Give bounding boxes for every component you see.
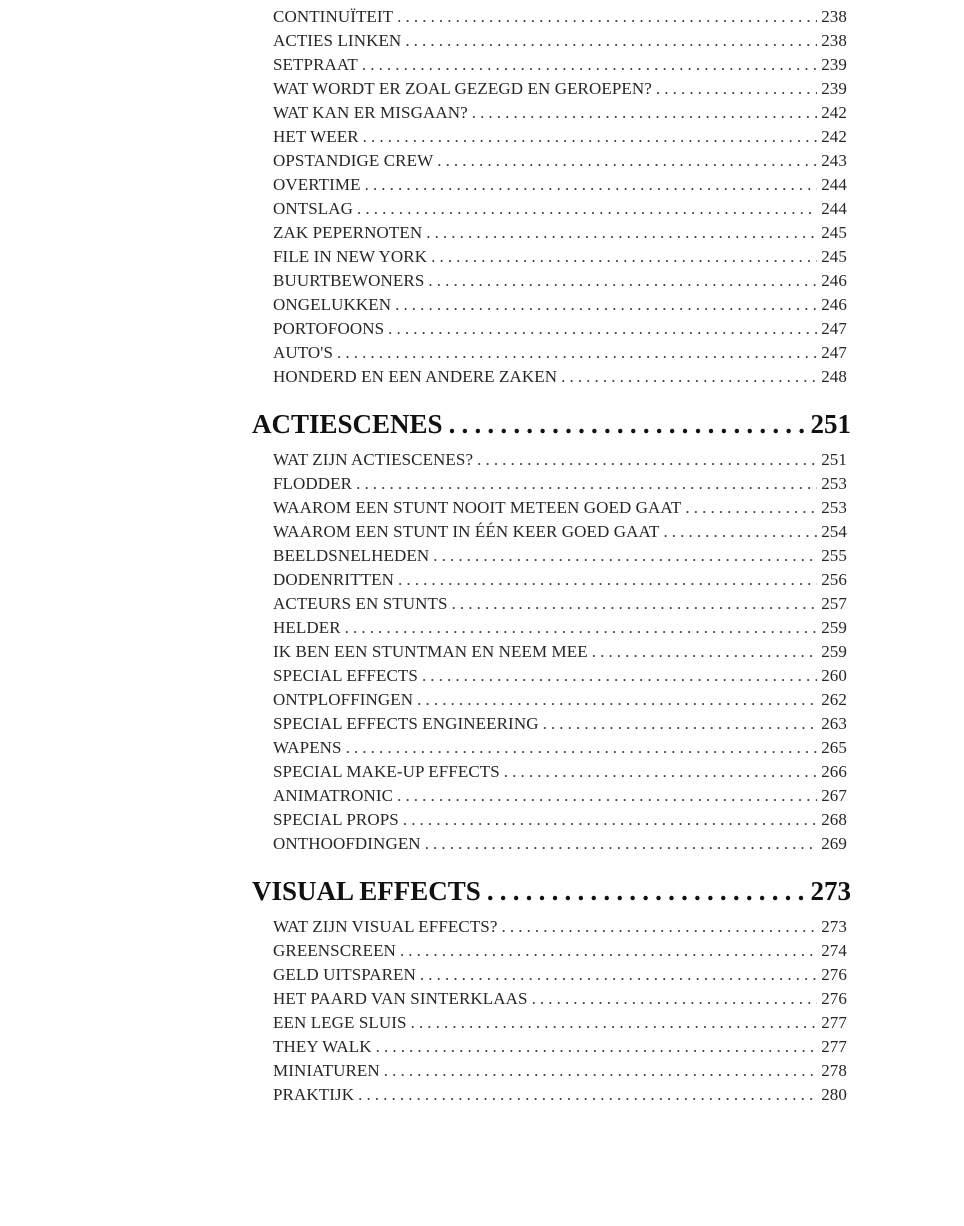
toc-entry-page: 259: [821, 618, 847, 637]
toc-entry-title: PORTOFOONS: [273, 319, 385, 338]
toc-entry-title: ZAK PEPERNOTEN: [273, 223, 423, 242]
toc-entry-title: SPECIAL EFFECTS ENGINEERING: [273, 714, 539, 733]
toc-entry[interactable]: [273, 1083, 847, 1107]
leader-dots: [532, 987, 818, 1011]
toc-entry[interactable]: [273, 568, 847, 592]
toc-entry-title: WAT ZIJN VISUAL EFFECTS?: [273, 917, 498, 936]
toc-entry[interactable]: [273, 1011, 847, 1035]
toc-entry-title: CONTINUÏTEIT: [273, 7, 394, 26]
toc-entry-page: 266: [821, 762, 847, 781]
toc-entry-page: 253: [821, 474, 847, 493]
leader-dots: [420, 963, 817, 987]
leader-dots: [504, 760, 817, 784]
toc-section-page: 273: [810, 876, 851, 906]
toc-entry-page: 247: [821, 319, 847, 338]
toc-entry-page: 265: [821, 738, 847, 757]
leader-dots: [363, 125, 818, 149]
toc-entry-page: 247: [821, 343, 847, 362]
toc-entry[interactable]: [273, 365, 847, 389]
toc-entry-page: 269: [821, 834, 847, 853]
toc-entry-title: ONTPLOFFINGEN: [273, 690, 414, 709]
toc-entry[interactable]: [273, 125, 847, 149]
toc-entry-title: HET WEER: [273, 127, 359, 146]
toc-entry-title: DODENRITTEN: [273, 570, 395, 589]
toc-entry-page: 278: [821, 1061, 847, 1080]
toc-entry[interactable]: [273, 939, 847, 963]
toc-entry[interactable]: [273, 712, 847, 736]
toc-entry-title: WAPENS: [273, 738, 342, 757]
toc-entry-title: ONTHOOFDINGEN: [273, 834, 421, 853]
leader-dots: [452, 592, 818, 616]
toc-entry[interactable]: [273, 221, 847, 245]
toc-section-continuation: [252, 5, 852, 389]
leader-dots: [487, 867, 807, 915]
toc-entry[interactable]: [273, 688, 847, 712]
leader-dots: [449, 400, 807, 448]
toc-entry[interactable]: [273, 664, 847, 688]
toc-section-title: ACTIESCENES: [252, 409, 443, 439]
leader-dots: [422, 664, 817, 688]
leader-dots: [425, 832, 818, 856]
leader-dots: [346, 736, 818, 760]
toc-section-page: 251: [810, 409, 851, 439]
toc-entry-page: 246: [821, 271, 847, 290]
toc-section-heading[interactable]: [252, 867, 851, 915]
leader-dots: [376, 1035, 818, 1059]
toc-entry[interactable]: [273, 5, 847, 29]
toc-entry-page: 268: [821, 810, 847, 829]
toc-entry-page: 259: [821, 642, 847, 661]
toc-entry-page: 254: [821, 522, 847, 541]
toc-entry-page: 242: [821, 127, 847, 146]
toc-entry-page: 260: [821, 666, 847, 685]
toc-entry-page: 280: [821, 1085, 847, 1104]
toc-entry[interactable]: [273, 149, 847, 173]
leader-dots: [395, 293, 817, 317]
leader-dots: [426, 221, 817, 245]
toc-entry[interactable]: [273, 784, 847, 808]
toc-entry-page: 256: [821, 570, 847, 589]
toc-entry-page: 277: [821, 1013, 847, 1032]
leader-dots: [405, 29, 817, 53]
leader-dots: [362, 53, 817, 77]
toc-entry-page: 255: [821, 546, 847, 565]
leader-dots: [561, 365, 817, 389]
leader-dots: [656, 77, 817, 101]
toc-entry-page: 262: [821, 690, 847, 709]
toc-entry-page: 245: [821, 223, 847, 242]
toc-entry[interactable]: [273, 173, 847, 197]
leader-dots: [358, 1083, 817, 1107]
leader-dots: [356, 472, 817, 496]
leader-dots: [337, 341, 817, 365]
toc-entry-page: 238: [821, 7, 847, 26]
leader-dots: [411, 1011, 818, 1035]
toc-entry-title: SPECIAL PROPS: [273, 810, 399, 829]
toc-entry[interactable]: [273, 496, 847, 520]
toc-entry[interactable]: [273, 987, 847, 1011]
toc-entry[interactable]: [273, 269, 847, 293]
leader-dots: [663, 520, 817, 544]
toc-section-title: VISUAL EFFECTS: [252, 876, 481, 906]
toc-entry-title: OPSTANDIGE CREW: [273, 151, 434, 170]
toc-entry-page: 238: [821, 31, 847, 50]
leader-dots: [384, 1059, 817, 1083]
toc-entry-page: 245: [821, 247, 847, 266]
toc-entry-title: HONDERD EN EEN ANDERE ZAKEN: [273, 367, 558, 386]
toc-entry-title: AUTO'S: [273, 343, 334, 362]
toc-entry-page: 244: [821, 199, 847, 218]
toc-entry-title: OVERTIME: [273, 175, 361, 194]
leader-dots: [357, 197, 817, 221]
toc-entry-title: ACTIES LINKEN: [273, 31, 402, 50]
toc-entry-title: WAAROM EEN STUNT IN ÉÉN KEER GOED GAAT: [273, 522, 660, 541]
toc-entry-title: HET PAARD VAN SINTERKLAAS: [273, 989, 528, 1008]
toc-entry-title: HELDER: [273, 618, 341, 637]
leader-dots: [437, 149, 817, 173]
toc-entry[interactable]: [273, 736, 847, 760]
toc-entry-page: 239: [821, 79, 847, 98]
toc-entry-page: 246: [821, 295, 847, 314]
toc-entry[interactable]: [273, 616, 847, 640]
leader-dots: [502, 915, 818, 939]
toc-entry-page: 276: [821, 965, 847, 984]
toc-entry-title: EEN LEGE SLUIS: [273, 1013, 407, 1032]
toc-entry[interactable]: [273, 197, 847, 221]
toc-entry[interactable]: [273, 448, 847, 472]
toc-entry-page: 244: [821, 175, 847, 194]
toc-entry[interactable]: [273, 53, 847, 77]
toc-entry[interactable]: [273, 963, 847, 987]
toc-entry[interactable]: [273, 293, 847, 317]
toc-entry-title: BUURTBEWONERS: [273, 271, 425, 290]
toc-entry[interactable]: [273, 29, 847, 53]
toc-entry[interactable]: [273, 640, 847, 664]
leader-dots: [592, 640, 817, 664]
toc-entry-page: 239: [821, 55, 847, 74]
leader-dots: [431, 245, 817, 269]
toc-entry-title: IK BEN EEN STUNTMAN EN NEEM MEE: [273, 642, 588, 661]
toc-entry-title: WAAROM EEN STUNT NOOIT METEEN GOED GAAT: [273, 498, 682, 517]
toc-entry[interactable]: [273, 1035, 847, 1059]
toc-entry-title: BEELDSNELHEDEN: [273, 546, 430, 565]
toc-entry[interactable]: [273, 1059, 847, 1083]
toc-section-visual-effects: [252, 867, 852, 1107]
leader-dots: [433, 544, 817, 568]
leader-dots: [543, 712, 818, 736]
toc-entry-title: FLODDER: [273, 474, 353, 493]
toc-entry-title: WAT ZIJN ACTIESCENES?: [273, 450, 474, 469]
leader-dots: [417, 688, 817, 712]
toc-entry[interactable]: [273, 808, 847, 832]
toc-entry-page: 263: [821, 714, 847, 733]
leader-dots: [685, 496, 817, 520]
leader-dots: [365, 173, 818, 197]
toc-entry-list: [252, 448, 852, 856]
table-of-contents: [252, 5, 852, 1107]
leader-dots: [345, 616, 818, 640]
toc-entry-title: PRAKTIJK: [273, 1085, 355, 1104]
toc-entry-page: 267: [821, 786, 847, 805]
toc-entry-title: ACTEURS EN STUNTS: [273, 594, 448, 613]
toc-section-heading[interactable]: [252, 400, 851, 448]
toc-entry-page: 242: [821, 103, 847, 122]
toc-entry-title: SETPRAAT: [273, 55, 358, 74]
toc-entry-title: WAT WORDT ER ZOAL GEZEGD EN GEROEPEN?: [273, 79, 652, 98]
toc-entry-title: ONGELUKKEN: [273, 295, 392, 314]
toc-entry-page: 277: [821, 1037, 847, 1056]
leader-dots: [398, 568, 817, 592]
leader-dots: [397, 5, 817, 29]
toc-entry-title: SPECIAL EFFECTS: [273, 666, 418, 685]
toc-entry-title: ANIMATRONIC: [273, 786, 394, 805]
leader-dots: [400, 939, 817, 963]
leader-dots: [477, 448, 817, 472]
toc-entry[interactable]: [273, 915, 847, 939]
toc-entry-page: 248: [821, 367, 847, 386]
toc-entry-page: 276: [821, 989, 847, 1008]
toc-entry[interactable]: [273, 592, 847, 616]
toc-entry[interactable]: [273, 341, 847, 365]
toc-entry-title: GELD UITSPAREN: [273, 965, 416, 984]
toc-entry-list: [252, 5, 852, 389]
toc-entry-page: 251: [821, 450, 847, 469]
leader-dots: [403, 808, 817, 832]
toc-entry-page: 243: [821, 151, 847, 170]
leader-dots: [428, 269, 817, 293]
toc-entry-page: 274: [821, 941, 847, 960]
toc-entry[interactable]: [273, 77, 847, 101]
toc-entry-list: [252, 915, 852, 1107]
toc-entry[interactable]: [273, 544, 847, 568]
toc-entry[interactable]: [273, 472, 847, 496]
toc-entry[interactable]: [273, 101, 847, 125]
toc-section-actiescenes: [252, 400, 852, 856]
toc-entry-page: 273: [821, 917, 847, 936]
leader-dots: [472, 101, 817, 125]
toc-entry-title: MINIATUREN: [273, 1061, 380, 1080]
toc-entry-title: GREENSCREEN: [273, 941, 396, 960]
toc-entry-page: 257: [821, 594, 847, 613]
toc-entry-title: SPECIAL MAKE-UP EFFECTS: [273, 762, 500, 781]
toc-entry-title: ONTSLAG: [273, 199, 354, 218]
toc-entry[interactable]: [273, 245, 847, 269]
toc-entry[interactable]: [273, 520, 847, 544]
toc-entry-page: 253: [821, 498, 847, 517]
toc-entry-title: THEY WALK: [273, 1037, 372, 1056]
toc-entry-title: FILE IN NEW YORK: [273, 247, 428, 266]
toc-entry[interactable]: [273, 317, 847, 341]
toc-entry[interactable]: [273, 760, 847, 784]
toc-entry-title: WAT KAN ER MISGAAN?: [273, 103, 468, 122]
leader-dots: [388, 317, 817, 341]
toc-entry[interactable]: [273, 832, 847, 856]
leader-dots: [397, 784, 817, 808]
